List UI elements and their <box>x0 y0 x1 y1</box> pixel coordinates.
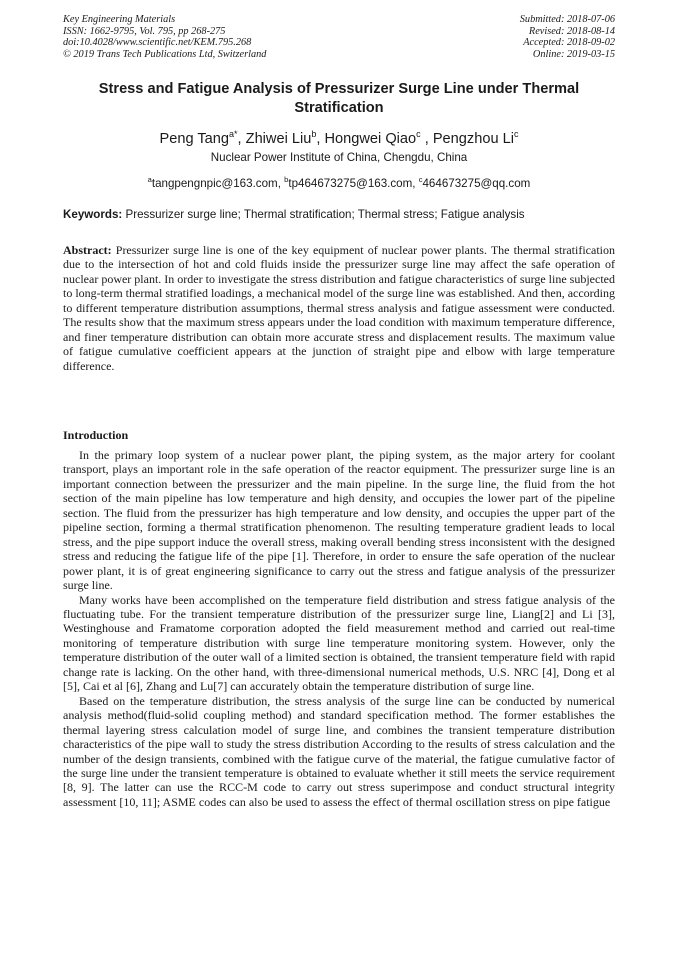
keywords <box>63 207 615 222</box>
author-marker: a* <box>229 129 238 139</box>
paper-title: Stress and Fatigue Analysis of Pressurizer Surge Line under Thermal Stratification <box>98 81 580 116</box>
doi: doi:10.4028/www.scientific.net/KEM.795.268 <box>63 37 252 48</box>
keywords-label: Keywords: <box>63 208 123 221</box>
submitted-date: Submitted: 2018-07-06 <box>519 14 615 25</box>
journal-info <box>63 14 266 60</box>
accepted-date: Accepted: 2018-09-02 <box>523 37 615 48</box>
online-date: Online: 2019-03-15 <box>532 48 615 60</box>
paragraph: Based on the temperature distribution, the stress analysis of the surge line can be conducted by numerical analysis method(fluid-solid coupling method) and standard specification method. The former establishes the thermal layering stress calculation model of surge line, and combines the transient temperature distribution characteristics of the pipe wall to study the stress distribution According to the results of stress calculation and the number of the design transients, combined with the fatigue curve of the material, the fatigue cumulative factor of the surge line under the transient temperature is obtained to evaluate whether it still meets the service requirement [8, 9]. The latter can use the RCC-M code to carry out stress superimpose and conduct structural integrity assessment [10, 11]; ASME codes can also be used to assess the effect of thermal oscillation stress on pipe fatigue <box>63 693 615 809</box>
email-address: tp464673275@163.com <box>288 176 413 190</box>
introduction-body <box>63 448 615 809</box>
section-heading-introduction: Introduction <box>63 428 129 442</box>
author-marker: c <box>416 129 421 139</box>
author-name: Pengzhou Li <box>432 130 514 147</box>
author-name: Hongwei Qiao <box>324 130 417 147</box>
abstract-label: Abstract: <box>63 243 112 257</box>
abstract <box>63 243 615 373</box>
author-list: Peng Tang$^{a*}$, Zhiwei Liu$^b$, Hongwei Qiao$^c$ , Pengzhou Li$^c$ <box>159 129 519 147</box>
revised-date: Revised: 2018-08-14 <box>528 25 615 37</box>
email-address: 464673275@qq.com <box>422 176 531 190</box>
abstract-text: Pressurizer surge line is one of the key equipment of nuclear power plants. The thermal stratification due to the intersection of hot and cold fluids inside the pressurizer surge line may affect the safe operation of nuclear power plant. In order to investigate the stress distribution and fatigue characteristics of surge line subjected to long-term thermal stratified loadings, a mechanical model of the surge line was established. And then, according to different temperature distribution assumptions, thermal stress analysis and fatigue assessment were conducted. The results show that the maximum stress appears under the load condition with maximum temperature difference, and finer temperature distribution can obtain more accurate stress and displacement results. The maximum value of fatigue cumulative coefficient appears at the junction of straight pipe and elbow with large temperature difference. <box>63 243 616 373</box>
journal-issn: ISSN: 1662-9795, Vol. 795, pp 268-275 <box>63 25 226 37</box>
author-marker: c <box>513 129 519 139</box>
author-marker: b <box>311 129 317 139</box>
keywords-text: Pressurizer surge line; Thermal stratification; Thermal stress; Fatigue analysis <box>125 208 525 221</box>
email-marker: c <box>418 175 423 184</box>
copyright: © 2019 Trans Tech Publications Ltd, Switzerland <box>63 48 267 60</box>
email-list: $^a$tangpengnpic@163.com, $^b$tp464673275@163.com, $^c$464673275@qq.com <box>147 175 531 190</box>
author-name: Zhiwei Liu <box>245 130 312 147</box>
paragraph: Many works have been accomplished on the temperature field distribution and stress fatigue analysis of the fluctuating tube. For the transient temperature distribution of the pressurizer surge line, Liang[2] and Li [3], Westinghouse and Framatome corporation adopted the field measurement method and carried out real-time monitoring of temperature distribution with surge line temperature monitoring system. However, only the temperature distribution of the outer wall of a limited section is obtained, the transient temperature field with rapid change rate is lacking. On the other hand, with three-dimensional numerical methods, U.S. NRC [4], Dong et al [5], Cai et al [6], Zhang and Lu[7] can accurately obtain the temperature distribution of surge line. <box>63 592 615 694</box>
affiliation: Nuclear Power Institute of China, Chengdu, China <box>210 151 468 164</box>
email-marker: b <box>284 175 289 184</box>
author-name: Peng Tang <box>159 130 230 147</box>
email-marker: a <box>147 175 152 184</box>
submission-dates <box>520 14 615 60</box>
email-address: tangpengnpic@163.com <box>151 176 278 190</box>
journal-name: Key Engineering Materials <box>63 14 176 25</box>
paragraph: In the primary loop system of a nuclear power plant, the piping system, as the major artery for coolant transport, plays an important role in the safe operation of the reactor equipment. The pressurizer surge line is an important connection between the pressurizer and the main pipeline. In the surge line, the fluid from the hot section of the main pipeline has low temperature and high density, and occupies the lower part of the pipeline section. The fluid from the pressurizer has high temperature and low density, and occupies the upper part of the pipeline section, forming a thermal stratification phenomenon. The resulting temperature gradient leads to local stress, and the pipe support induce the overall stress, making overall bending stress inconsistent with the designed stress and reducing the fatigue life of the pipe [1]. Therefore, in order to ensure the safe operation of the nuclear power plant, it is of great engineering significance to carry out the stress and fatigue analysis of the pressurizer surge line. <box>63 448 615 593</box>
